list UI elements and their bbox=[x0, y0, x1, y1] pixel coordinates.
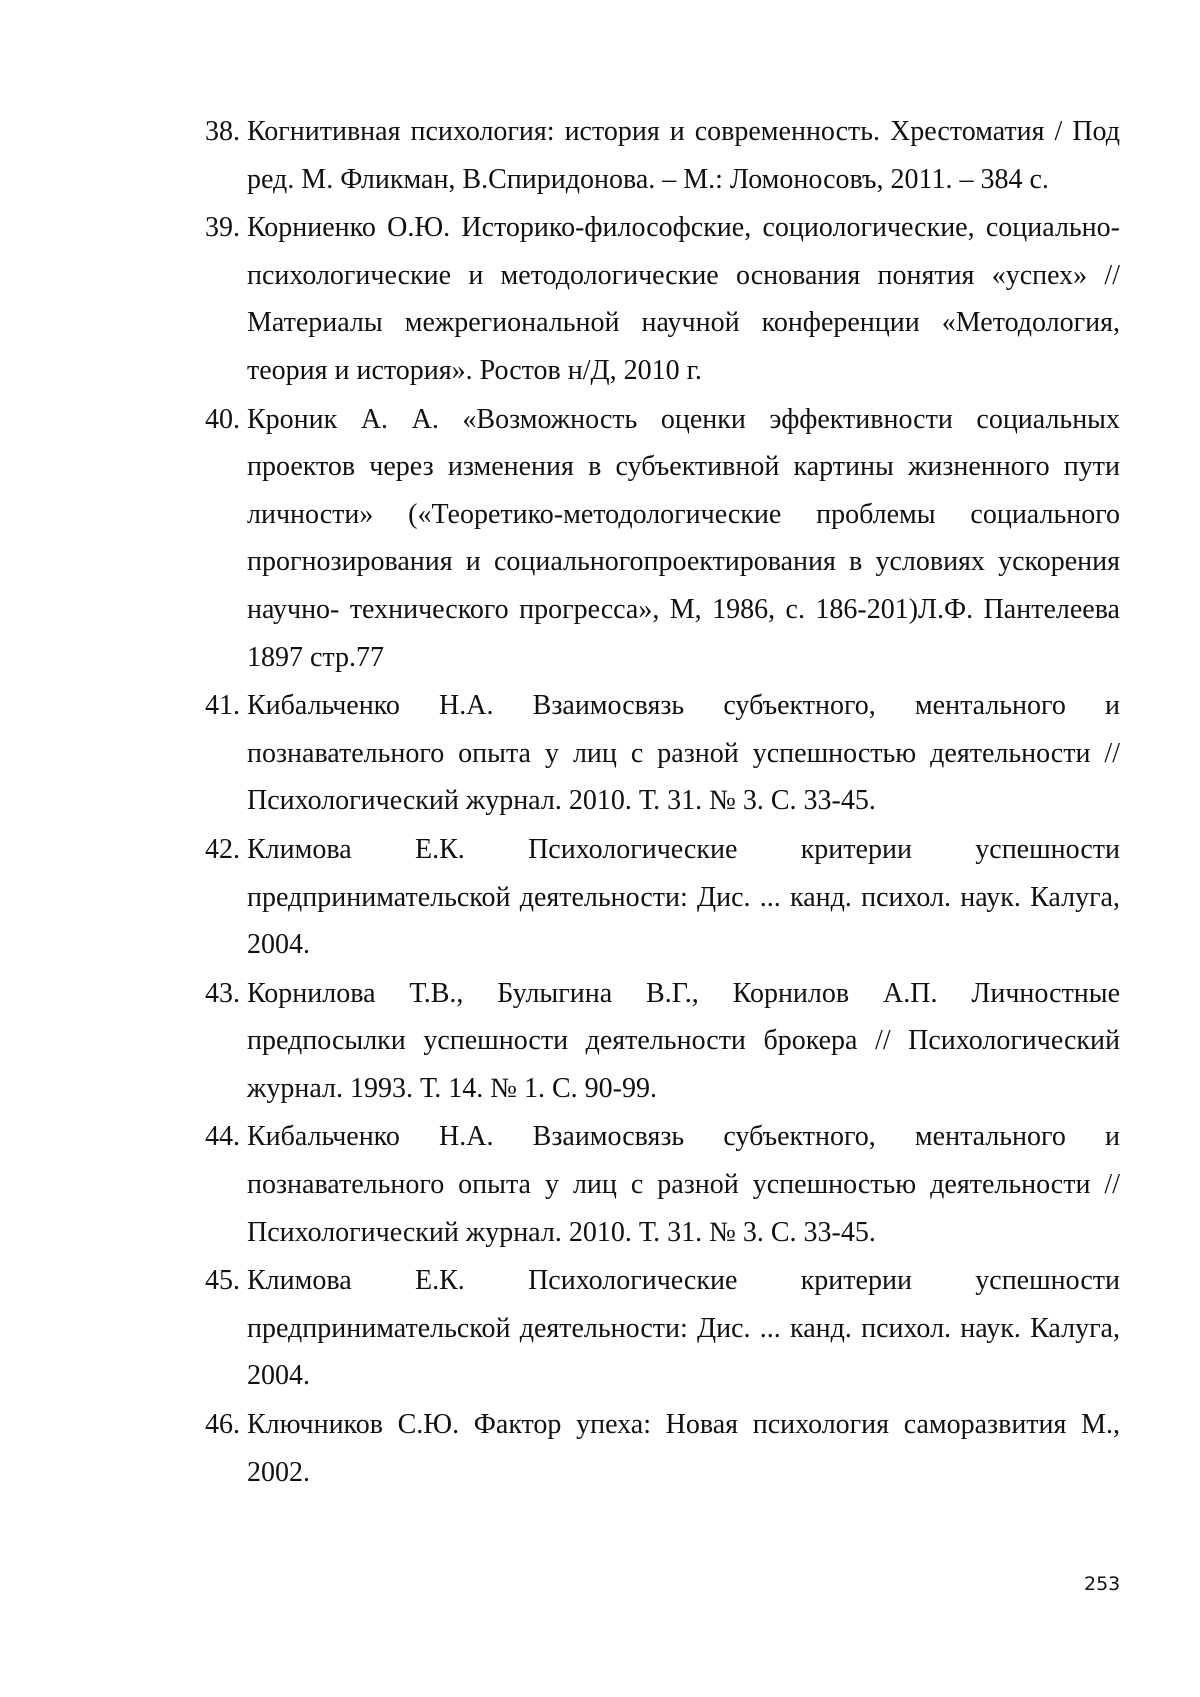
bibliography-entry-40 bbox=[205, 396, 1120, 682]
entry-text: Корниенко О.Ю. Историко-философские, социологические, социально-психологические и методологические основания понятия «успех» // Материалы межрегиональной научной конференции «Методология, теория и история». Ростов н/Д, 2010 г. bbox=[247, 204, 1120, 394]
entry-text: Кроник А. А. «Возможность оценки эффективности социальных проектов через изменения в субъективной картины жизненного пути личности» («Теоретико-методологические проблемы социального прогнозирования и социальногопроектирования в условиях ускорения научно- технического прогресса», М, 1986, с. 186-201)Л.Ф. Пантелеева 1897 стр.77 bbox=[247, 396, 1120, 682]
entry-number: 42. bbox=[205, 826, 247, 874]
entry-text: Кибальченко Н.А. Взаимосвязь субъектного, ментального и познавательного опыта у лиц с разной успешностью деятельности // Психологический журнал. 2010. Т. 31. № 3. С. 33-45. bbox=[247, 1113, 1120, 1256]
entry-text: Климова Е.К. Психологические критерии успешности предпринимательской деятельности: Дис. ... канд. психол. наук. Калуга, 2004. bbox=[247, 826, 1120, 969]
bibliography-list bbox=[205, 108, 1120, 1497]
entry-text: Климова Е.К. Психологические критерии успешности предпринимательской деятельности: Дис. ... канд. психол. наук. Калуга, 2004. bbox=[247, 1257, 1120, 1400]
entry-text: Ключников С.Ю. Фактор упеха: Новая психология саморазвития М., 2002. bbox=[247, 1401, 1120, 1496]
entry-number: 38. bbox=[205, 108, 247, 156]
entry-number: 45. bbox=[205, 1257, 247, 1305]
bibliography-entry-38 bbox=[205, 108, 1120, 203]
entry-number: 40. bbox=[205, 396, 247, 444]
bibliography-entry-46 bbox=[205, 1401, 1120, 1496]
entry-text: Когнитивная психология: история и современность. Хрестоматия / Под ред. М. Фликман, В.Спиридонова. – М.: Ломоносовъ, 2011. – 384 с. bbox=[247, 108, 1120, 203]
bibliography-entry-43 bbox=[205, 970, 1120, 1113]
bibliography-entry-45 bbox=[205, 1257, 1120, 1400]
entry-number: 46. bbox=[205, 1401, 247, 1449]
bibliography-entry-42 bbox=[205, 826, 1120, 969]
entry-number: 41. bbox=[205, 682, 247, 730]
document-page bbox=[0, 0, 1200, 1697]
entry-text: Кибальченко Н.А. Взаимосвязь субъектного, ментального и познавательного опыта у лиц с разной успешностью деятельности // Психологический журнал. 2010. Т. 31. № 3. С. 33-45. bbox=[247, 682, 1120, 825]
page-number: 253 bbox=[1084, 1573, 1120, 1595]
bibliography-entry-39 bbox=[205, 204, 1120, 394]
bibliography-entry-41 bbox=[205, 682, 1120, 825]
entry-number: 44. bbox=[205, 1113, 247, 1161]
bibliography-entry-44 bbox=[205, 1113, 1120, 1256]
entry-number: 39. bbox=[205, 204, 247, 252]
entry-number: 43. bbox=[205, 970, 247, 1018]
entry-text: Корнилова Т.В., Булыгина В.Г., Корнилов А.П. Личностные предпосылки успешности деятельности брокера // Психологический журнал. 1993. Т. 14. № 1. С. 90-99. bbox=[247, 970, 1120, 1113]
